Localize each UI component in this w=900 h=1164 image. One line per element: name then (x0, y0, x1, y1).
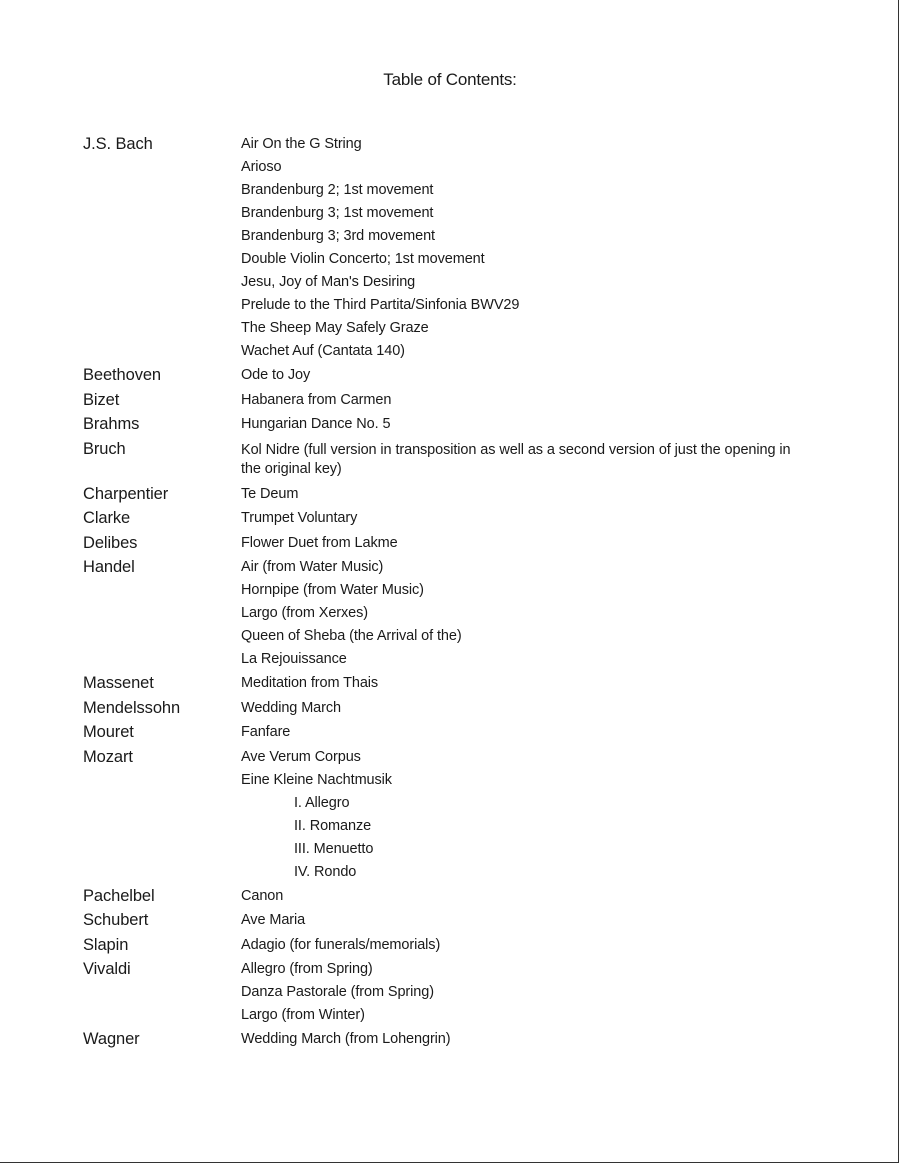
toc-group-handel (83, 556, 803, 671)
work-title: Air (from Water Music) (241, 559, 384, 575)
composer-name: Clarke (83, 509, 131, 527)
work-list (241, 885, 803, 909)
work-title: Hornpipe (from Water Music) (241, 582, 424, 598)
work-title: Te Deum (241, 485, 299, 502)
toc-group-bach (83, 133, 803, 363)
composer-name: Wagner (83, 1030, 140, 1048)
composer-name: Charpentier (83, 484, 169, 503)
toc-group-massenet (83, 672, 803, 696)
composer-name: Brahms (83, 415, 140, 433)
toc-group-charpentier (83, 483, 803, 507)
work-list (241, 413, 803, 437)
work-list (241, 438, 803, 482)
work-title: Kol Nidre (full version in transposition as well as a second version of just the opening in the original key) (241, 441, 791, 477)
work-list (241, 746, 803, 884)
movement-title: IV. Rondo (294, 863, 357, 880)
composer-name: Massenet (83, 674, 154, 692)
toc-group-bizet (83, 389, 803, 413)
toc-group-schubert (83, 909, 803, 933)
composer-name: Vivaldi (83, 960, 131, 978)
work-title: Wachet Auf (Cantata 140) (241, 343, 405, 359)
work-title: Brandenburg 3; 1st movement (241, 205, 434, 221)
composer-name: Beethoven (83, 366, 161, 384)
composer-name: Handel (83, 558, 135, 576)
work-list (241, 133, 803, 363)
composer-name: Mouret (83, 723, 134, 741)
work-title: Queen of Sheba (the Arrival of the) (241, 628, 462, 644)
toc-group-mouret (83, 721, 803, 745)
work-title: Arioso (241, 159, 282, 175)
work-title: The Sheep May Safely Graze (241, 320, 429, 336)
work-title: Flower Duet from Lakme (241, 534, 398, 551)
work-title: Hungarian Dance No. 5 (241, 416, 391, 432)
work-list (241, 556, 803, 671)
work-list (241, 483, 803, 507)
work-title: La Rejouissance (241, 651, 347, 667)
toc-group-brahms (83, 413, 803, 437)
toc-group-clarke (83, 507, 803, 531)
work-title: Trumpet Voluntary (241, 510, 358, 526)
composer-name: Delibes (83, 533, 138, 552)
work-title: Canon (241, 887, 284, 904)
work-title: Largo (from Xerxes) (241, 605, 369, 621)
toc-group-bruch (83, 438, 803, 482)
work-title: Double Violin Concerto; 1st movement (241, 251, 485, 267)
work-title: Prelude to the Third Partita/Sinfonia BWV29 (241, 297, 520, 313)
movement-title: II. Romanze (294, 817, 372, 834)
toc-group-pachelbel (83, 885, 803, 909)
work-list (241, 958, 803, 1027)
toc-group-delibes (83, 532, 803, 556)
work-title: Wedding March (241, 699, 341, 716)
work-list (241, 721, 803, 745)
work-list (241, 672, 803, 696)
work-title: Brandenburg 2; 1st movement (241, 182, 434, 198)
work-title: Adagio (for funerals/memorials) (241, 936, 441, 953)
composer-name: Schubert (83, 911, 149, 929)
work-title: Ave Maria (241, 912, 306, 928)
work-title: Ave Verum Corpus (241, 748, 361, 765)
work-title: Danza Pastorale (from Spring) (241, 984, 434, 1000)
toc-group-vivaldi (83, 958, 803, 1027)
toc-group-wagner (83, 1028, 803, 1052)
toc-group-mendelssohn (83, 697, 803, 721)
work-title: Meditation from Thais (241, 675, 379, 691)
work-list (241, 507, 803, 531)
composer-name: Mendelssohn (83, 698, 181, 717)
toc-group-mozart (83, 746, 803, 884)
toc-group-slapin (83, 934, 803, 958)
work-title: Air On the G String (241, 136, 362, 152)
work-list (241, 1028, 803, 1052)
table-of-contents (83, 133, 803, 1053)
work-title: Largo (from Winter) (241, 1007, 365, 1023)
composer-name: Pachelbel (83, 886, 155, 905)
work-title: Jesu, Joy of Man's Desiring (241, 274, 416, 290)
work-list (241, 389, 803, 413)
composer-name: Slapin (83, 935, 129, 954)
work-title: Brandenburg 3; 3rd movement (241, 228, 435, 244)
work-list (241, 532, 803, 556)
composer-name: J.S. Bach (83, 135, 153, 153)
movement-title: III. Menuetto (294, 840, 374, 857)
toc-group-beethoven (83, 364, 803, 388)
work-title: Wedding March (from Lohengrin) (241, 1031, 451, 1047)
composer-name: Bizet (83, 390, 120, 409)
work-title: Eine Kleine Nachtmusik (241, 771, 392, 788)
work-title: Ode to Joy (241, 367, 311, 383)
movement-title: I. Allegro (294, 794, 350, 811)
composer-name: Bruch (83, 439, 126, 458)
work-title: Fanfare (241, 724, 291, 740)
work-list (241, 934, 803, 958)
work-list (241, 364, 803, 388)
work-title: Allegro (from Spring) (241, 961, 373, 977)
composer-name: Mozart (83, 747, 133, 766)
page-title: Table of Contents: (383, 70, 517, 89)
work-list (241, 697, 803, 721)
work-title: Habanera from Carmen (241, 391, 392, 408)
work-list (241, 909, 803, 933)
